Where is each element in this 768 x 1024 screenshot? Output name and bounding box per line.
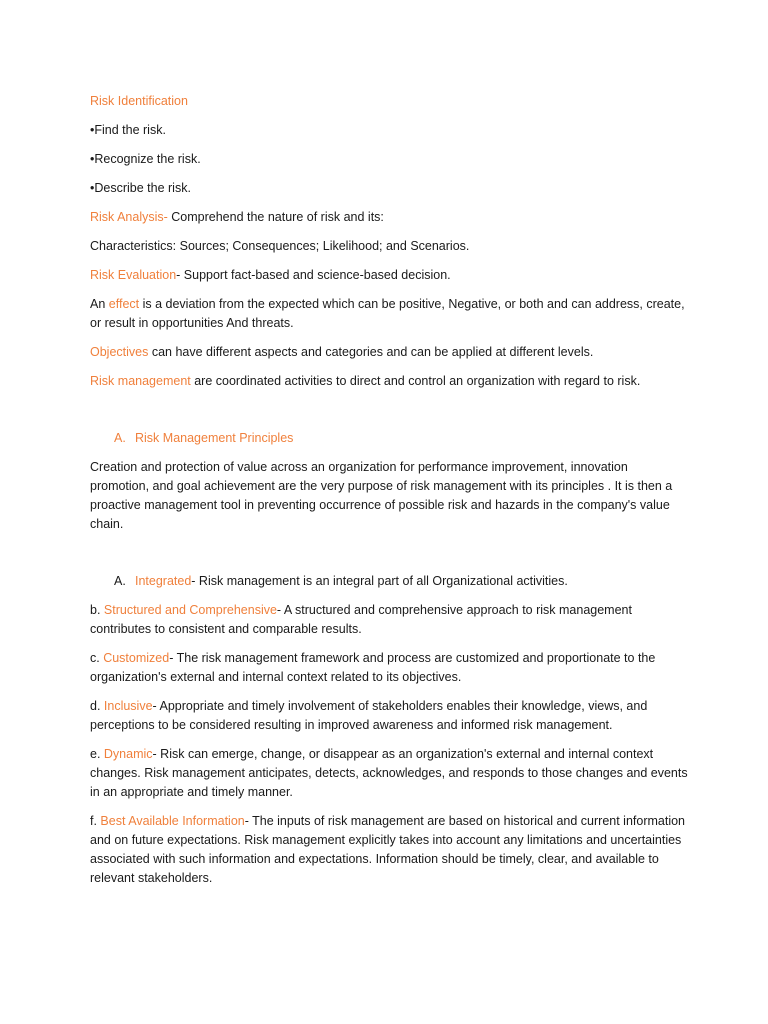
principle-item-dynamic bbox=[90, 745, 690, 802]
characteristics-paragraph: Characteristics: Sources; Consequences; Likelihood; and Scenarios. bbox=[90, 239, 470, 253]
principle-text: - Appropriate and timely involvement of stakeholders enables their knowledge, views, and perceptions to be considered resulting in improved awareness and informed risk management. bbox=[90, 699, 648, 732]
effect-term: effect bbox=[108, 297, 140, 311]
section-spacer bbox=[90, 544, 690, 572]
risk-management-term: Risk management bbox=[90, 374, 191, 388]
risk-analysis-paragraph bbox=[90, 208, 690, 227]
principle-term: Structured and Comprehensive bbox=[103, 603, 277, 617]
principle-item-structured bbox=[90, 601, 690, 639]
bullet-recognize: •Recognize the risk. bbox=[90, 152, 201, 166]
risk-evaluation-paragraph bbox=[90, 266, 690, 285]
bullet-find: •Find the risk. bbox=[90, 123, 166, 137]
effect-text: is a deviation from the expected which can be positive, Negative, or both and can address, create, or result in opportunities And threats. bbox=[90, 297, 685, 330]
principle-marker: b. bbox=[90, 603, 104, 617]
principle-term: Best Available Information bbox=[100, 814, 245, 828]
principle-marker: A. bbox=[114, 574, 126, 588]
objectives-term: Objectives bbox=[90, 345, 149, 359]
principle-term: Dynamic bbox=[103, 747, 153, 761]
risk-management-text: are coordinated activities to direct and control an organization with regard to risk. bbox=[190, 374, 641, 388]
effect-prefix: An bbox=[90, 297, 109, 311]
principle-term: Inclusive bbox=[103, 699, 153, 713]
principle-marker: d. bbox=[90, 699, 104, 713]
principle-term: Integrated bbox=[135, 574, 192, 588]
principle-text: - Risk management is an integral part of all Organizational activities. bbox=[191, 574, 568, 588]
effect-paragraph bbox=[90, 295, 690, 333]
risk-evaluation-text: - Support fact-based and science-based decision. bbox=[176, 268, 451, 282]
principles-heading-marker: A. bbox=[114, 431, 126, 445]
section-spacer bbox=[90, 401, 690, 429]
risk-evaluation-term: Risk Evaluation bbox=[90, 268, 177, 282]
principle-marker: e. bbox=[90, 747, 104, 761]
principle-item-best-available-information bbox=[90, 812, 690, 888]
principle-marker: f. bbox=[90, 814, 101, 828]
principle-text: - A structured and comprehensive approach to risk management contributes to consistent and comparable results. bbox=[90, 603, 632, 636]
objectives-text: can have different aspects and categories and can be applied at different levels. bbox=[148, 345, 594, 359]
principles-paragraph: Creation and protection of value across an organization for performance improvement, innovation promotion, and goal achievement are the very purpose of risk management with its principles . It is then a proactive management tool in preventing occurrence of possible risk and hazards in the company's value chain. bbox=[90, 460, 673, 531]
bullet-describe: •Describe the risk. bbox=[90, 181, 191, 195]
principles-heading bbox=[90, 429, 690, 448]
risk-management-paragraph bbox=[90, 372, 690, 391]
principle-item-customized bbox=[90, 649, 690, 687]
principles-heading-text: Risk Management Principles bbox=[135, 431, 294, 445]
principle-item-integrated bbox=[90, 572, 690, 591]
principle-text: - The inputs of risk management are based on historical and current information and on future expectations. Risk management explicitly takes into account any limitations and uncertainties associated with such information and expectations. Information should be timely, clear, and available to relevant stakeholders. bbox=[90, 814, 686, 885]
principle-item-inclusive bbox=[90, 697, 690, 735]
principle-text: - The risk management framework and process are customized and proportionate to the organization's external and internal context related to its objectives. bbox=[90, 651, 656, 684]
principle-term: Customized bbox=[103, 651, 170, 665]
objectives-paragraph bbox=[90, 343, 690, 362]
principle-text: - Risk can emerge, change, or disappear as an organization's external and internal context changes. Risk management anticipates, detects, acknowledges, and responds to those changes and events in an appropriate and timely manner. bbox=[90, 747, 688, 799]
risk-analysis-text: Comprehend the nature of risk and its: bbox=[167, 210, 384, 224]
risk-identification-heading: Risk Identification bbox=[90, 94, 188, 108]
principle-marker: c. bbox=[90, 651, 104, 665]
risk-analysis-term: Risk Analysis- bbox=[90, 210, 168, 224]
document-page bbox=[90, 92, 690, 898]
